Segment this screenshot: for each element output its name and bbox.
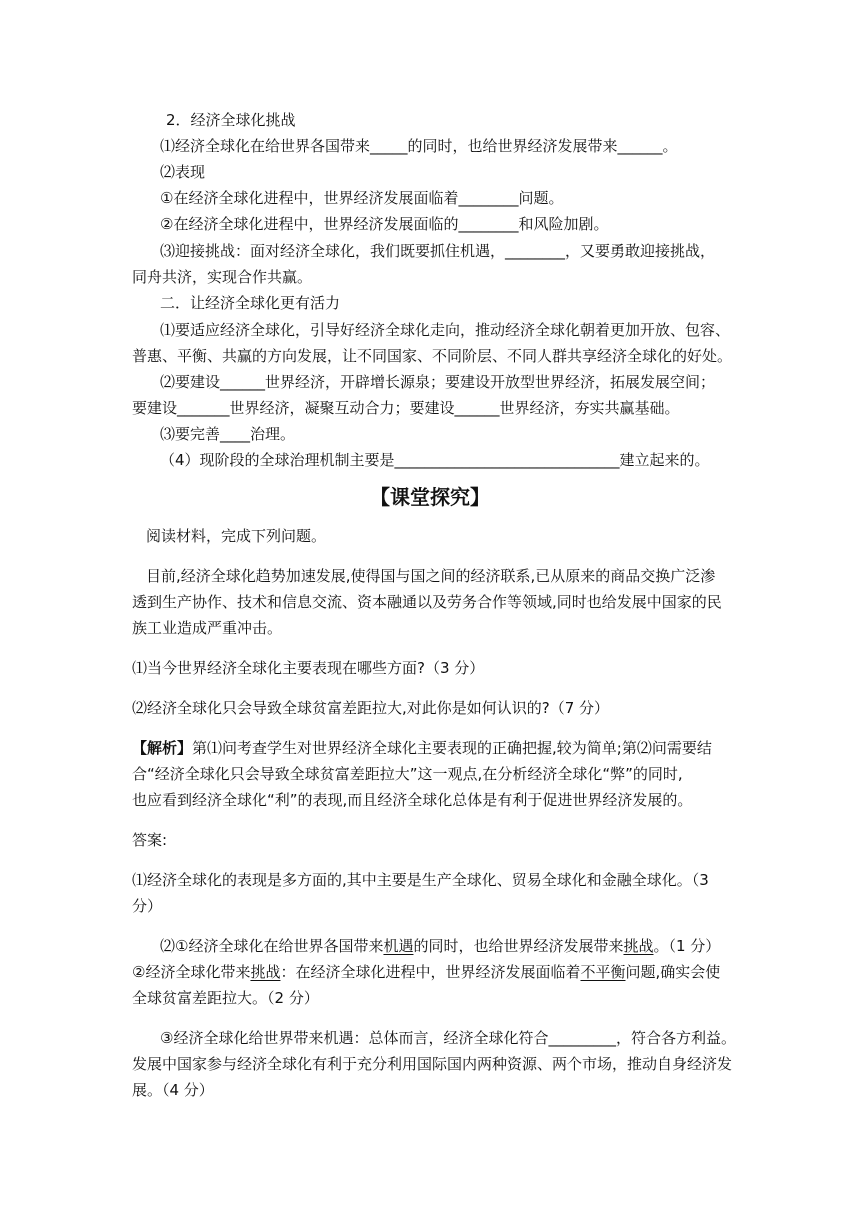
analysis-label: 【解析】 [132,739,193,757]
instruction: 阅读材料，完成下列问题。 [146,527,327,545]
paragraph: 同舟共济，实现合作共赢。 [132,268,313,286]
answer-label: 答案: [132,831,168,849]
answer-text: ③经济全球化给世界带来机遇：总体而言，经济全球化符合_________，符合各方利益。 [160,1029,736,1047]
underlined-term: 机遇 [383,937,414,955]
answer-text: 全球贫富差距拉大。（2 分） [132,989,319,1007]
answer-fragment: 。（1 分） [653,937,721,955]
underlined-term: 挑战 [250,963,281,981]
answer-fragment: ②经济全球化带来 [132,963,251,981]
material-text: 透到生产协作、技术和信息交流、资本融通以及劳务合作等领域,同时也给发展中国家的民 [132,593,722,611]
material-text: 目前,经济全球化趋势加速发展,使得国与国之间的经济联系,已从原来的商品交换广泛渗 [146,567,716,585]
paragraph: ⑵要建设______世界经济，开辟增长源泉；要建设开放型世界经济，拓展发展空间； [160,373,716,391]
question: ⑴当今世界经济全球化主要表现在哪些方面?（3 分） [132,659,485,677]
answer-text: ⑴经济全球化的表现是多方面的,其中主要是生产全球化、贸易全球化和金融全球化。（3 [132,871,709,889]
paragraph: （4）现阶段的全球治理机制主要是______________________________建立起来的。 [160,451,710,469]
underlined-term: 不平衡 [580,963,626,981]
analysis [132,738,712,758]
paragraph: ①在经济全球化进程中，世界经济发展面临着________问题。 [160,189,564,207]
paragraph: ⑶要完善____治理。 [160,425,296,443]
answer-fragment: 的同时，也给世界经济发展带来 [413,937,624,955]
answer-text: 分） [132,897,163,915]
answer-text [132,962,720,982]
answer-fragment: 问题,确实会使 [625,963,721,981]
analysis-text: 合“经济全球化只会导致全球贫富差距拉大”这一观点,在分析经济全球化“弊”的同时, [132,765,683,783]
question: ⑵经济全球化只会导致全球贫富差距拉大,对此你是如何认识的?（7 分） [132,699,610,717]
analysis-text: 也应看到经济全球化“利”的表现,而且经济全球化总体是有利于促进世界经济发展的。 [132,791,693,809]
answer-text: 发展中国家参与经济全球化有利于充分利用国际国内两种资源、两个市场，推动自身经济发 [132,1055,733,1073]
section-heading: 二．让经济全球化更有活力 [160,294,341,312]
paragraph: 要建设_______世界经济，凝聚互动合力；要建设______世界经济，夯实共赢基础。 [132,399,680,417]
underlined-term: 挑战 [623,937,654,955]
paragraph: ⑴要适应经济全球化，引导好经济全球化走向，推动经济全球化朝着更加开放、包容、 [160,321,731,339]
answer-text: 展。（4 分） [132,1081,214,1099]
answer-fragment: ⑵①经济全球化在给世界各国带来 [160,937,384,955]
answer-fragment: ：在经济全球化进程中，世界经济发展面临着 [280,963,581,981]
paragraph: ⑵表现 [160,163,206,181]
paragraph: ⑴经济全球化在给世界各国带来_____的同时，也给世界经济发展带来______。 [160,137,678,155]
paragraph: ⑶迎接挑战：面对经济全球化，我们既要抓住机遇，________，又要勇敢迎接挑战， [160,242,716,260]
section-heading: 2．经济全球化挑战 [166,111,296,129]
section-title: 【课堂探究】 [370,485,490,509]
answer-text [160,936,720,956]
analysis-text: 第⑴问考查学生对世界经济全球化主要表现的正确把握,较为简单;第⑵问需要结 [192,739,712,757]
paragraph: 普惠、平衡、共赢的方向发展，让不同国家、不同阶层、不同人群共享经济全球化的好处。 [132,347,733,365]
material-text: 族工业造成严重冲击。 [132,619,283,637]
paragraph: ②在经济全球化进程中，世界经济发展面临的________和风险加剧。 [160,215,609,233]
